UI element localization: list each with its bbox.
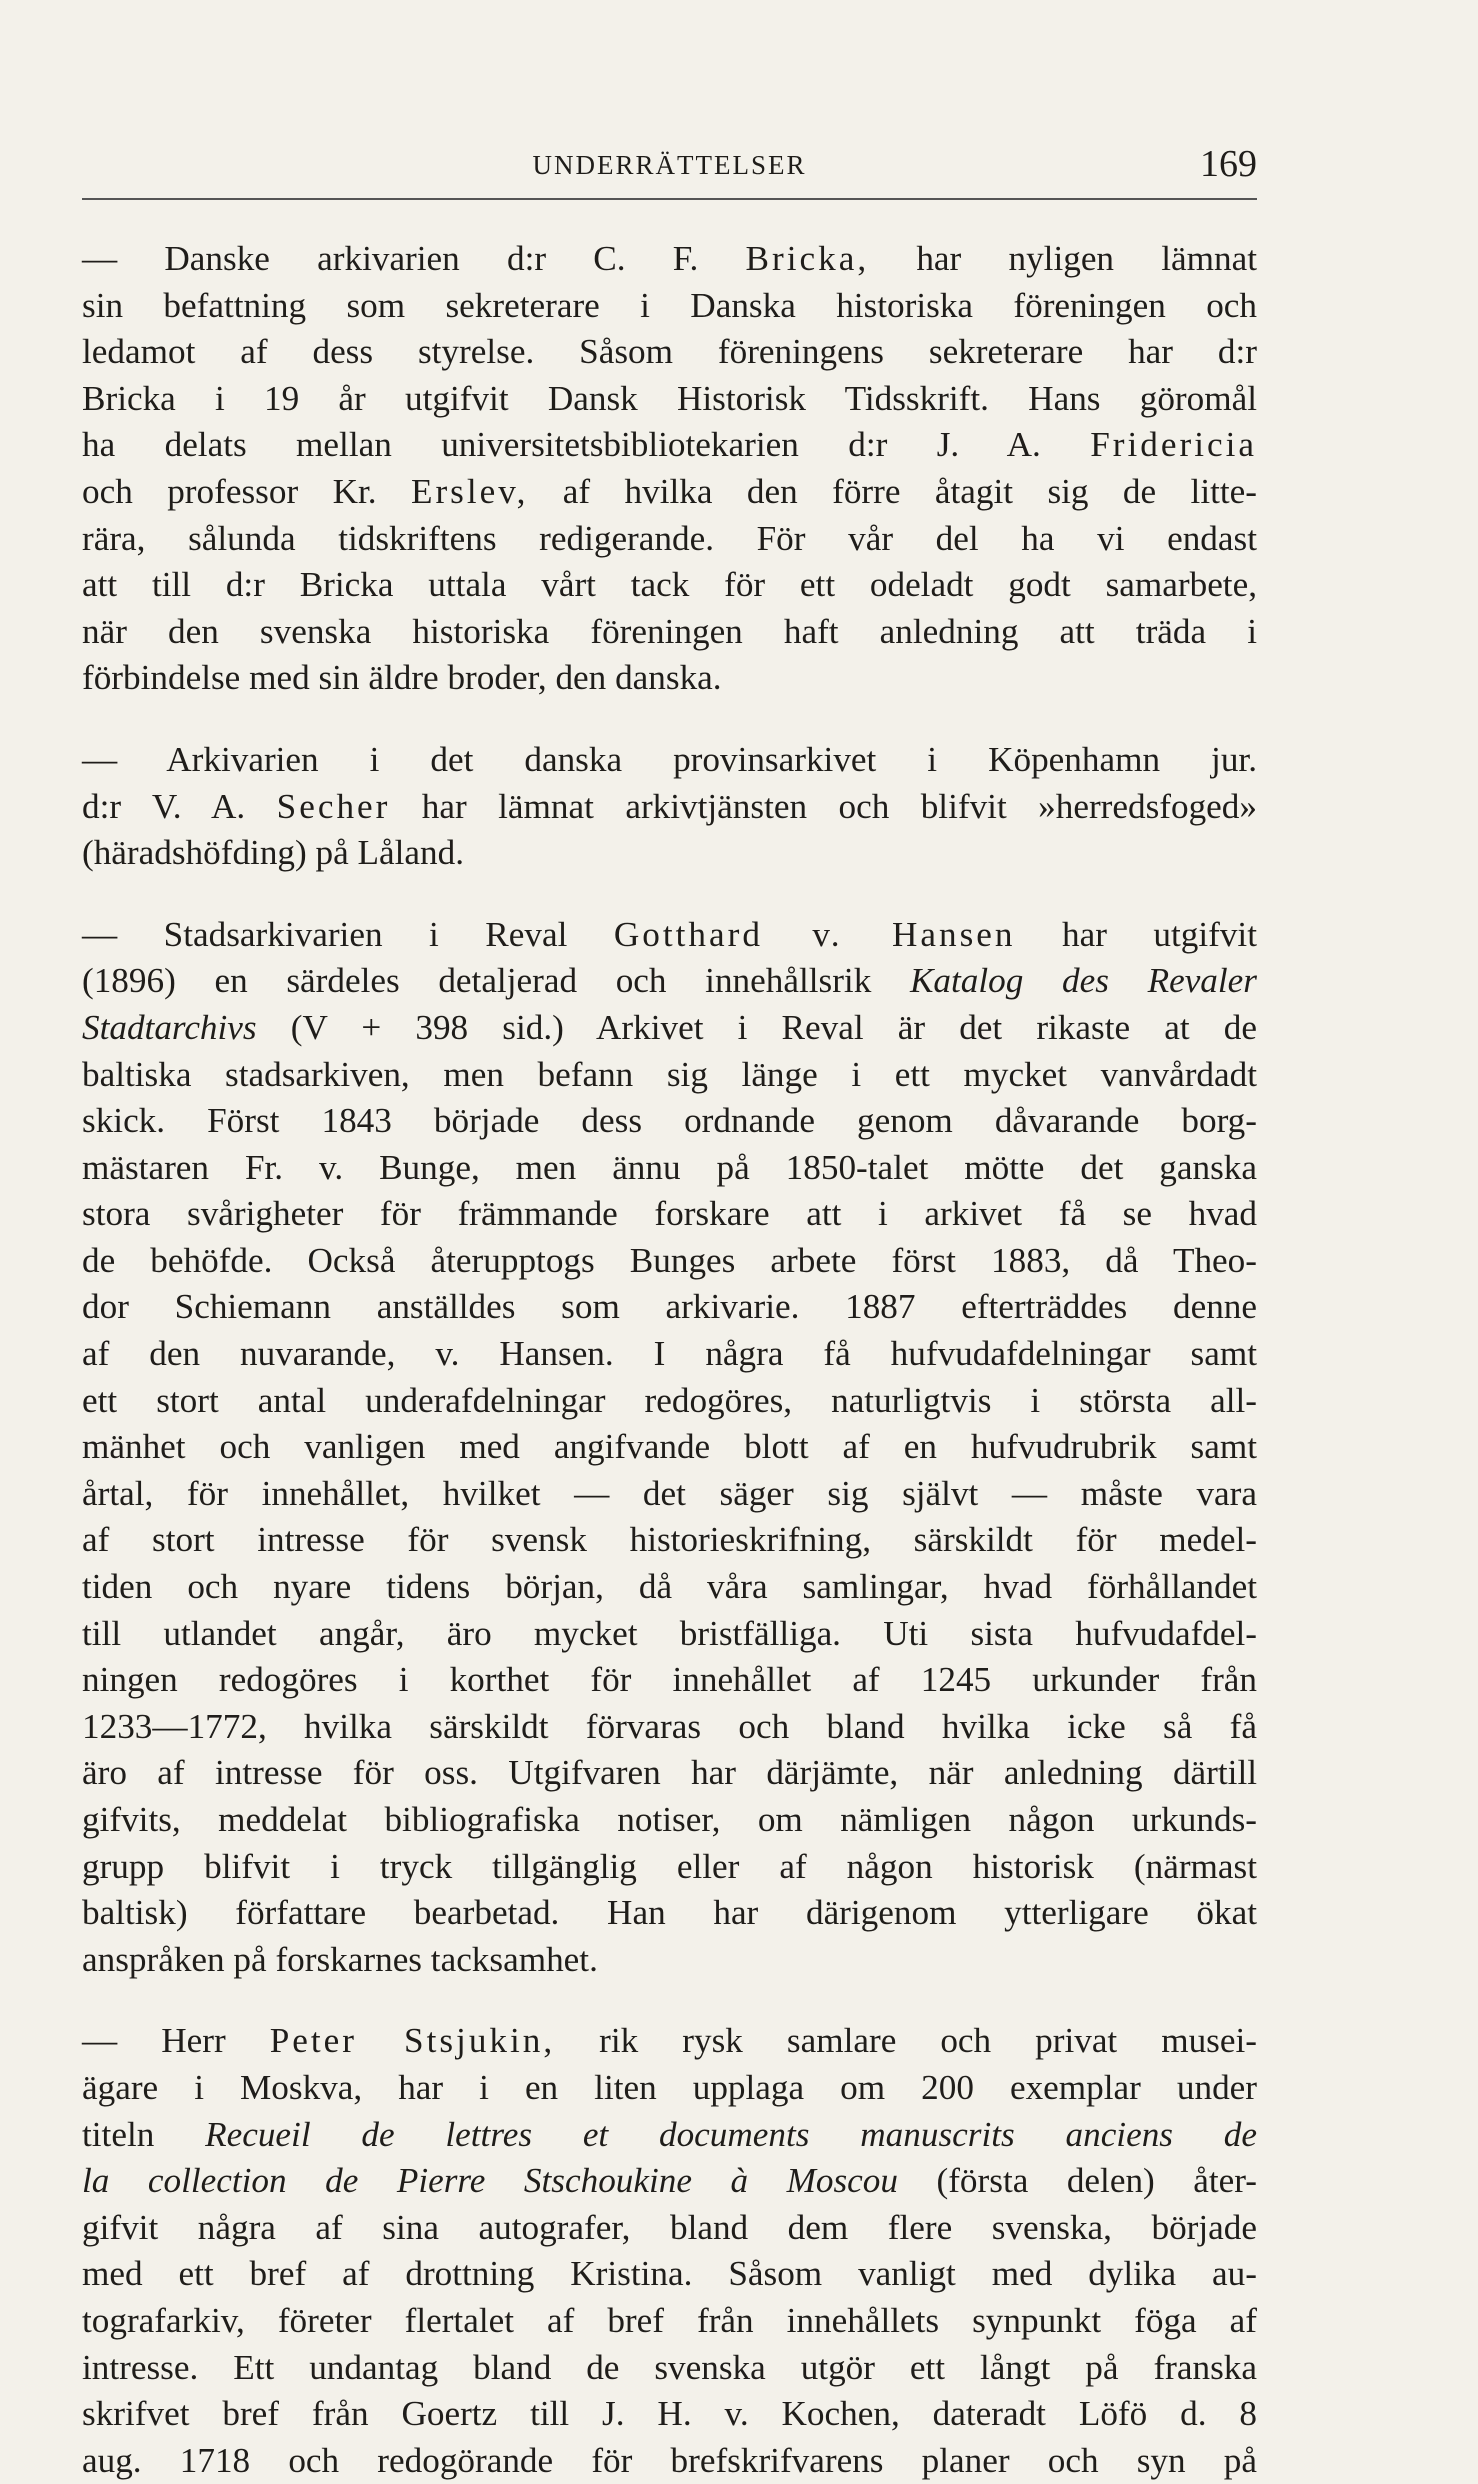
text-line: tografarkiv, företer flertalet af bref från innehållets synpunkt föga af [82, 2300, 1257, 2340]
text-line: aug. 1718 och redogörande för brefskrifvarens planer och syn på [82, 2440, 1257, 2480]
text-line: — Arkivarien i det danska provinsarkivet i Köpenhamn jur. [82, 739, 1257, 779]
text-line: mänhet och vanligen med angifvande blott af en hufvudrubrik samt [82, 1427, 1257, 1467]
text-line: årtal, för innehållet, hvilket — det säger sig självt — måste vara [82, 1473, 1257, 1513]
paragraph-hansen [82, 912, 1257, 1984]
book-title: Katalog des Revaler [909, 961, 1257, 1001]
text-line: baltisk) författare bearbetad. Han har därigenom ytterligare ökat [82, 1893, 1257, 1933]
text-line: gifvits, meddelat bibliografiska notiser, om nämligen någon urkunds- [82, 1800, 1257, 1839]
body-text [82, 236, 1257, 2484]
paragraph-gap [82, 702, 1257, 737]
text-line: och professor Kr. Erslev, af hvilka den förre åtagit sig de litte- [82, 471, 1257, 511]
text-line: ett stort antal underafdelningar redogöres, naturligtvis i största all- [82, 1380, 1257, 1420]
text-line: baltiska stadsarkiven, men befann sig länge i ett mycket vanvårdadt [82, 1054, 1257, 1094]
text-line: sin befattning som sekreterare i Danska historiska föreningen och [82, 285, 1257, 325]
page-number: 169 [1200, 143, 1257, 185]
text-line: ägare i Moskva, har i en liten upplaga om 200 exemplar under [82, 2067, 1257, 2107]
text-line: ningen redogöres i korthet för innehållet af 1245 urkunder från [82, 1660, 1257, 1700]
text-line: Bricka i 19 år utgifvit Dansk Historisk Tidsskrift. Hans göromål [82, 378, 1257, 418]
text-line: grupp blifvit i tryck tillgänglig eller af någon historisk (närmast [82, 1846, 1257, 1886]
spaced-name: Fridericia [1090, 425, 1257, 465]
text-line: — Herr Peter Stsjukin, rik rysk samlare och privat musei- [82, 2021, 1257, 2061]
text-line: när den svenska historiska föreningen haft anledning att träda i [82, 611, 1257, 651]
text-line: äro af intresse för oss. Utgifvaren har därjämte, när anledning därtill [82, 1753, 1257, 1793]
text-line: dor Schiemann anställdes som arkivarie. 1887 efterträddes denne [82, 1287, 1257, 1327]
text-line: stora svårigheter för främmande forskare att i arkivet få se hvad [82, 1194, 1257, 1234]
text-line: Stadtarchivs (V + 398 sid.) Arkivet i Reval är det rikaste at de [82, 1007, 1257, 1047]
text-line: titeln Recueil de lettres et documents manuscrits anciens de [82, 2114, 1257, 2154]
spaced-name: Bricka, [745, 239, 870, 278]
paragraph-stsjukin [82, 2018, 1257, 2484]
text-line: 1233—1772, hvilka särskildt förvaras och bland hvilka icke så få [82, 1706, 1257, 1746]
text-line: till utlandet angår, äro mycket bristfälliga. Uti sista hufvudafdel- [82, 1613, 1257, 1653]
paragraph-gap [82, 877, 1257, 912]
spaced-name: Peter Stsjukin, [269, 2021, 556, 2061]
page-header [82, 138, 1257, 200]
text-line: gifvit några af sina autografer, bland dem flere svenska, började [82, 2207, 1257, 2247]
text-line: anspråken på forskarnes tacksamhet. [82, 1939, 598, 1979]
text-line: ledamot af dess styrelse. Såsom föreningens sekreterare har d:r [82, 332, 1257, 372]
paragraph-gap [82, 1983, 1257, 2018]
text-line: — Danske arkivarien d:r C. F. Bricka, har nyligen lämnat [82, 239, 1257, 278]
text-line: la collection de Pierre Stschoukine à Moscou (första delen) åter- [82, 2161, 1257, 2201]
text-line: skrifvet bref från Goertz till J. H. v. Kochen, dateradt Löfö d. 8 [82, 2394, 1257, 2434]
text-line: intresse. Ett undantag bland de svenska utgör ett långt på franska [82, 2347, 1257, 2387]
text-line: — Stadsarkivarien i Reval Gotthard v. Hansen har utgifvit [82, 914, 1257, 954]
running-head: UNDERRÄTTELSER [532, 150, 807, 180]
text-line: förbindelse med sin äldre broder, den danska. [82, 658, 722, 698]
text-line: rära, sålunda tidskriftens redigerande. För vår del ha vi endast [82, 518, 1257, 558]
text-line: af stort intresse för svensk historieskrifning, särskildt för medel- [82, 1520, 1257, 1560]
paragraph-bricka [82, 236, 1257, 702]
text-line: (1896) en särdeles detaljerad och innehållsrik Katalog des Revaler [82, 961, 1257, 1001]
book-title: Recueil de lettres et documents manuscrits anciens de [205, 2114, 1257, 2154]
text-line: de behöfde. Också återupptogs Bunges arbete först 1883, då Theo- [82, 1240, 1257, 1280]
text-line: mästaren Fr. v. Bunge, men ännu på 1850-talet mötte det ganska [82, 1147, 1257, 1187]
book-title: Stadtarchivs [82, 1007, 257, 1047]
text-line: att till d:r Bricka uttala vårt tack för ett odeladt godt samarbete, [82, 565, 1257, 605]
text-line: tiden och nyare tidens början, då våra samlingar, hvad förhållandet [82, 1567, 1257, 1607]
text-line: d:r V. A. Secher har lämnat arkivtjänsten och blifvit »herredsfoged» [82, 786, 1257, 826]
paragraph-secher [82, 737, 1257, 877]
text-line: med ett bref af drottning Kristina. Såsom vanligt med dylika au- [82, 2254, 1257, 2294]
text-line: skick. Först 1843 började dess ordnande genom dåvarande borg- [82, 1101, 1257, 1141]
spaced-name: Secher [276, 786, 391, 826]
book-title: la collection de Pierre Stschoukine à Moscou [82, 2161, 898, 2201]
text-line: af den nuvarande, v. Hansen. I några få hufvudafdelningar samt [82, 1334, 1257, 1374]
text-line: ha delats mellan universitetsbibliotekarien d:r J. A. Fridericia [82, 425, 1257, 465]
spaced-name: Erslev, [410, 471, 529, 511]
spaced-name: Gotthard v. Hansen [613, 914, 1016, 954]
text-line: (häradshöfding) på Låland. [82, 833, 465, 873]
